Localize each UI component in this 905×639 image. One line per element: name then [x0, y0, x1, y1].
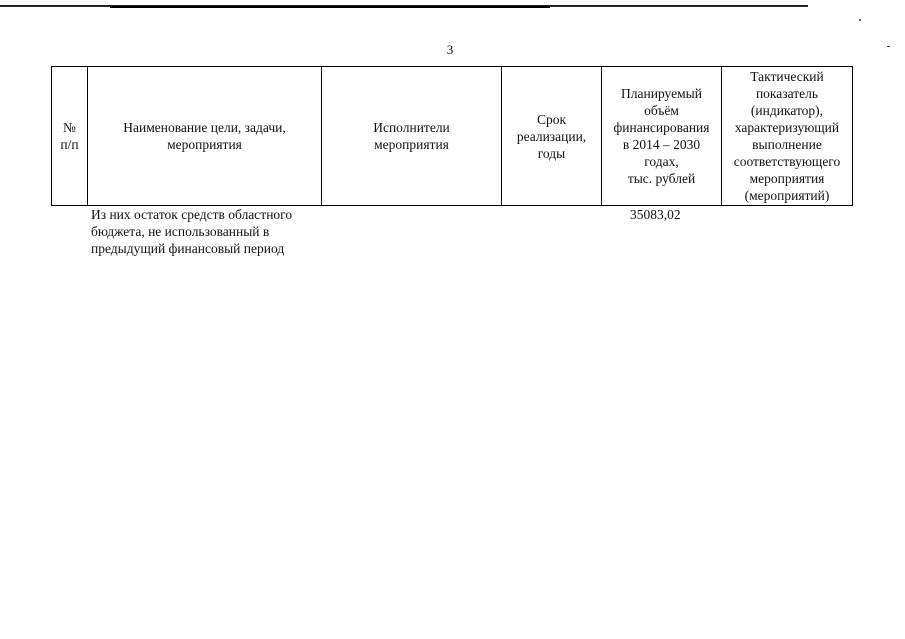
scan-speck	[887, 46, 890, 47]
scan-top-border-dark	[110, 6, 550, 8]
header-financing	[602, 67, 722, 206]
header-indicator	[722, 67, 853, 206]
table-header	[52, 67, 853, 206]
measures-table	[51, 66, 853, 206]
page-number: 3	[446, 42, 454, 57]
scan-speck	[859, 19, 861, 21]
row-financing-cell: 35083,02	[630, 207, 681, 222]
header-term	[502, 67, 602, 206]
header-executors-label: Исполнители мероприятия	[373, 120, 450, 152]
header-name-label: Наименование цели, задачи, мероприятия	[123, 120, 286, 152]
table-header-row	[52, 67, 853, 206]
header-executors	[322, 67, 502, 206]
header-financing-label: Планируемый объём финансирования в 2014 – 2030 годах, тыс. рублей	[613, 86, 710, 186]
header-name	[88, 67, 322, 206]
header-num-label: № п/п	[60, 120, 79, 152]
header-indicator-label: Тактический показатель (индикатор), характеризующий выполнение соответствующего мероприятия (мероприятий)	[733, 69, 841, 203]
header-num	[52, 67, 88, 206]
header-term-label: Срок реализации, годы	[516, 111, 587, 161]
row-name-cell: Из них остаток средств областного бюджета, не использованный в предыдущий финансовый период	[91, 207, 293, 256]
